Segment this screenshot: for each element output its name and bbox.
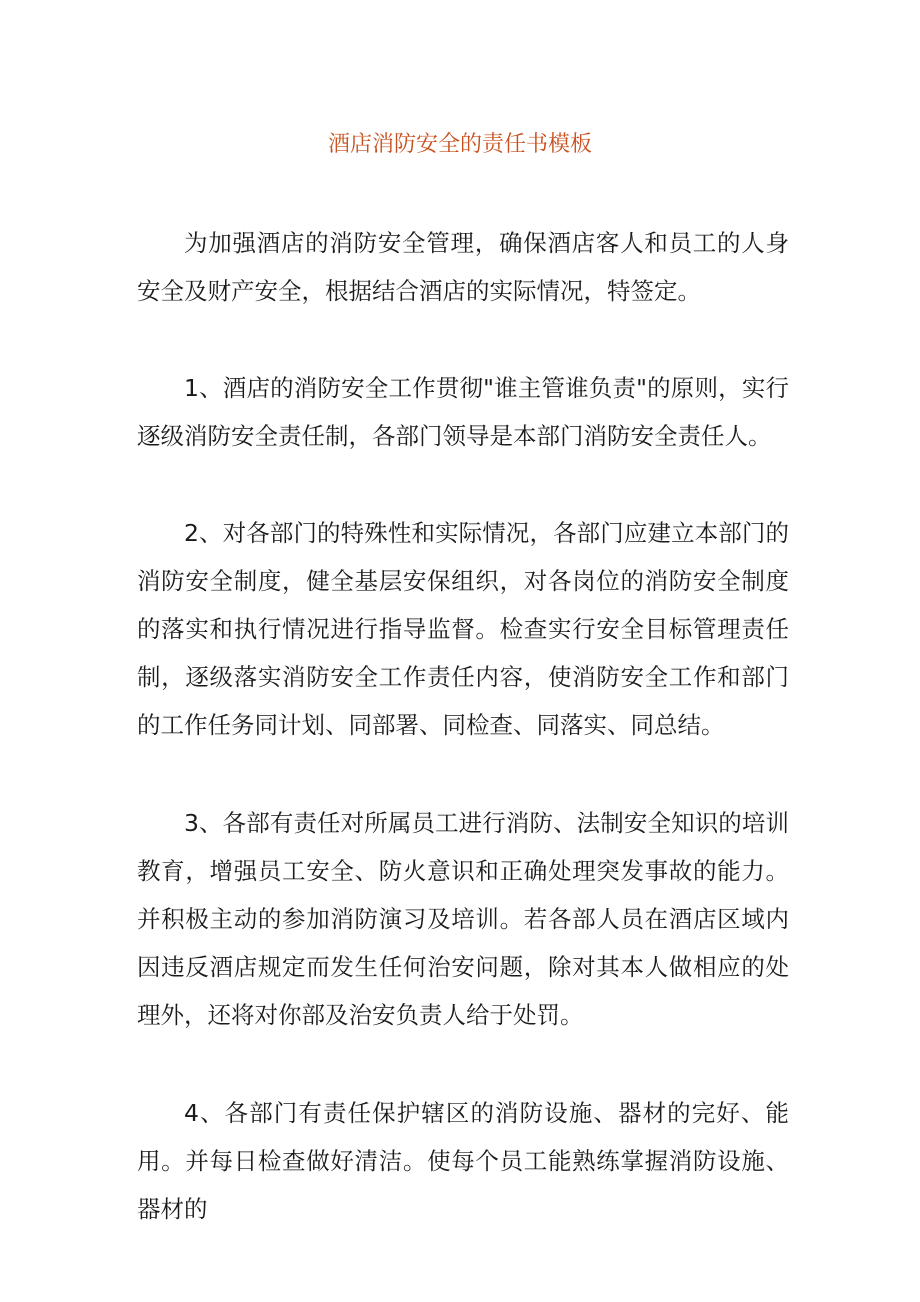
paragraph-clause-3: 3、各部有责任对所属员工进行消防、法制安全知识的培训教育，增强员工安全、防火意识和正确处理突发事故的能力。并积极主动的参加消防演习及培训。若各部人员在酒店区域内因违反酒店规定而发生任何治安问题，除对其本人做相应的处理外，还将对你部及治安负责人给于处罚。 [137, 809, 789, 1029]
paragraph-clause-4: 4、各部门有责任保护辖区的消防设施、器材的完好、能用。并每日检查做好清洁。使每个员工能熟练掌握消防设施、器材的 [137, 1099, 789, 1223]
paragraph-clause-2: 2、对各部门的特殊性和实际情况，各部门应建立本部门的消防安全制度，健全基层安保组织，对各岗位的消防安全制度的落实和执行情况进行指导监督。检查实行安全目标管理责任制，逐级落实消防安全工作责任内容，使消防安全工作和部门的工作任务同计划、同部署、同检查、同落实、同总结。 [137, 519, 789, 739]
paragraph-clause-1: 1、酒店的消防安全工作贯彻"谁主管谁负责"的原则，实行逐级消防安全责任制，各部门领导是本部门消防安全责任人。 [137, 374, 789, 450]
paragraph-intro: 为加强酒店的消防安全管理，确保酒店客人和员工的人身安全及财产安全，根据结合酒店的实际情况，特签定。 [137, 229, 789, 305]
document-title: 酒店消防安全的责任书模板 [327, 132, 592, 157]
